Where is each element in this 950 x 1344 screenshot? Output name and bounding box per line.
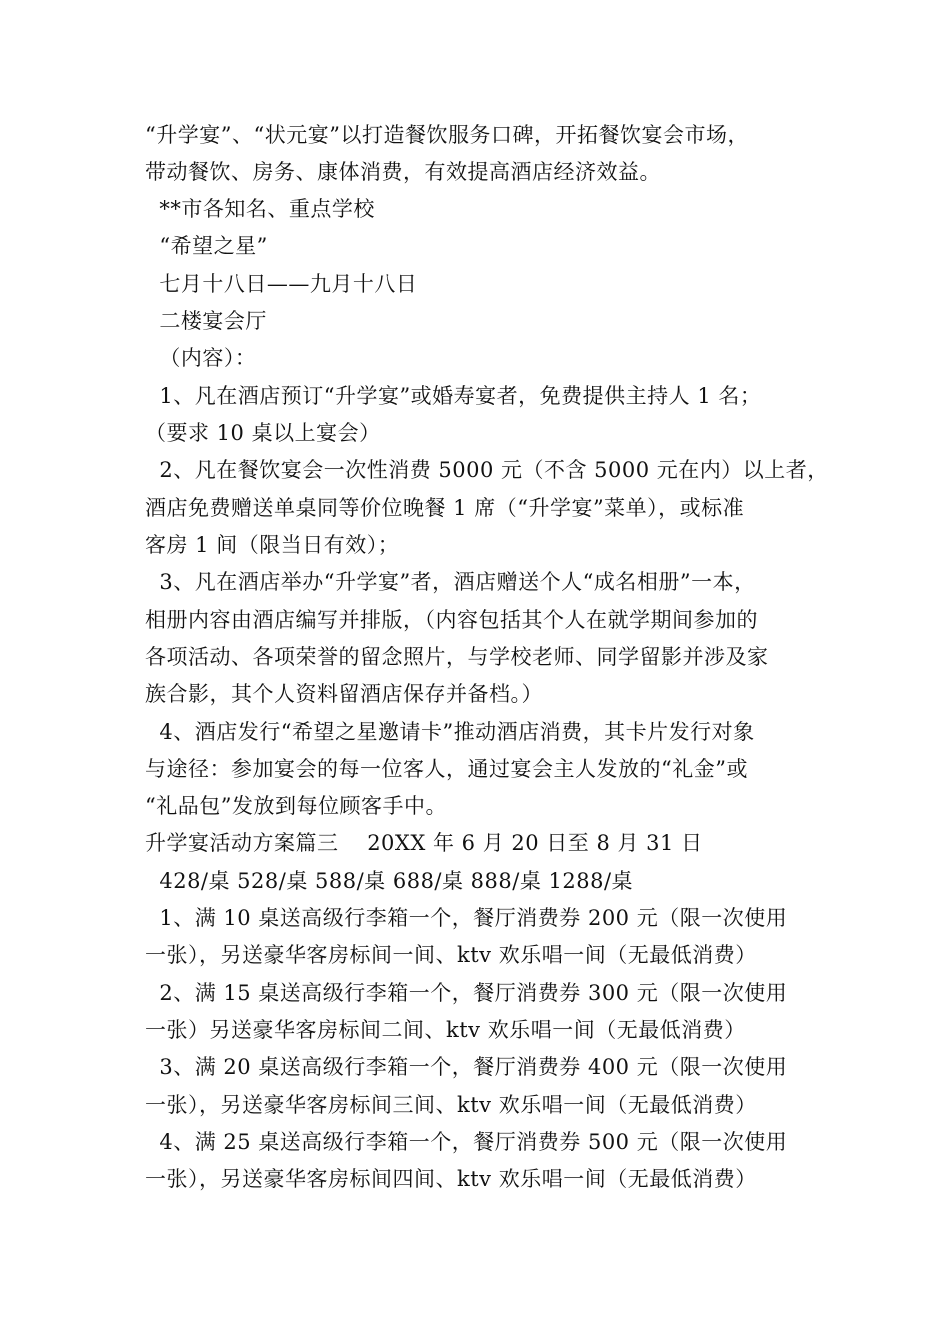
list-item-2-cont: 酒店免费赠送单桌同等价位晚餐 1 席（“升学宴”菜单），或标准 <box>145 496 745 520</box>
offer-item-3: 3、满 20 桌送高级行李箱一个，餐厅消费券 400 元（限一次使用 <box>145 1055 788 1079</box>
list-item-1: 1、凡在酒店预订“升学宴”或婚寿宴者，免费提供主持人 1 名； <box>145 384 762 408</box>
offer-item-2-cont: 一张）另送豪华客房标间二间、ktv 欢乐唱一间（无最低消费） <box>145 1018 746 1042</box>
offer-item-1-cont: 一张），另送豪华客房标间一间、ktv 欢乐唱一间（无最低消费） <box>145 943 757 967</box>
paragraph-line: 带动餐饮、房务、康体消费，有效提高酒店经济效益。 <box>145 160 661 184</box>
offer-item-2: 2、满 15 桌送高级行李箱一个，餐厅消费券 300 元（限一次使用 <box>145 981 788 1005</box>
content-heading: （内容）： <box>145 346 257 370</box>
list-item-3-cont: 各项活动、各项荣誉的留念照片，与学校老师、同学留影并涉及家 <box>145 645 769 669</box>
offer-item-1: 1、满 10 桌送高级行李箱一个，餐厅消费券 200 元（限一次使用 <box>145 906 788 930</box>
list-item-4-cont: 与途径：参加宴会的每一位客人，通过宴会主人发放的“礼金”或 <box>145 757 748 781</box>
section-heading-line: 升学宴活动方案篇三 20XX 年 6 月 20 日至 8 月 31 日 <box>145 831 703 855</box>
list-item-2: 2、凡在餐饮宴会一次性消费 5000 元（不含 5000 元在内）以上者， <box>145 458 829 482</box>
offer-item-3-cont: 一张），另送豪华客房标间三间、ktv 欢乐唱一间（无最低消费） <box>145 1093 757 1117</box>
offer-item-4-cont: 一张），另送豪华客房标间四间、ktv 欢乐唱一间（无最低消费） <box>145 1167 757 1191</box>
list-item-3: 3、凡在酒店举办“升学宴”者，酒店赠送个人“成名相册”一本， <box>145 570 756 594</box>
target-audience-line: **市各知名、重点学校 <box>145 197 375 221</box>
list-item-4: 4、酒店发行“希望之星邀请卡”推动酒店消费，其卡片发行对象 <box>145 720 755 744</box>
list-item-2-cont: 客房 1 间（限当日有效）； <box>145 533 400 557</box>
venue-line: 二楼宴会厅 <box>145 309 267 333</box>
list-item-3-cont: 族合影，其个人资料留酒店保存并备档。） <box>145 682 543 706</box>
paragraph-line: “升学宴”、“状元宴”以打造餐饮服务口碑，开拓餐饮宴会市场， <box>145 123 749 147</box>
date-range-line: 七月十八日——九月十八日 <box>145 272 418 296</box>
list-item-3-cont: 相册内容由酒店编写并排版，（内容包括其个人在就学期间参加的 <box>145 608 758 632</box>
list-item-1-cont: （要求 10 桌以上宴会） <box>145 421 381 445</box>
price-list-line: 428/桌 528/桌 588/桌 688/桌 888/桌 1288/桌 <box>145 869 634 893</box>
theme-line: “希望之星” <box>145 234 268 258</box>
offer-item-4: 4、满 25 桌送高级行李箱一个，餐厅消费券 500 元（限一次使用 <box>145 1130 788 1154</box>
list-item-4-cont: “礼品包”发放到每位顾客手中。 <box>145 794 447 818</box>
